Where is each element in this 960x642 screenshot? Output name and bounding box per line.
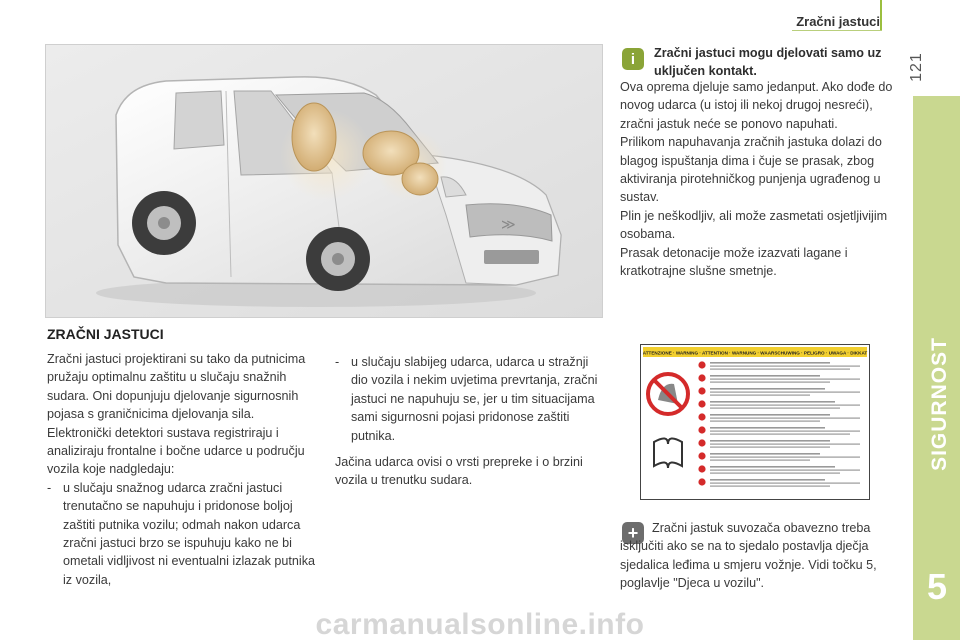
- page-number: 121: [908, 52, 925, 82]
- text-column-2: [335, 353, 607, 490]
- text-column-1: [47, 350, 319, 589]
- plus-icon: +: [622, 522, 644, 544]
- child-seat-note-text: Zračni jastuk suvozača obavezno treba isključiti ako se na to sjedalo postavlja dječja sjedalica leđima u smjeru vožnje. Vidi točku 5, poglavlje "Djeca u vozilu".: [620, 521, 877, 591]
- child-seat-note: [620, 519, 895, 593]
- airbag-warning-label: [640, 344, 870, 500]
- list-item: [335, 353, 607, 445]
- header-section-title: Zračni jastuci: [796, 14, 880, 29]
- chapter-title-text: SIGURNOST: [928, 337, 951, 471]
- info-paragraph: Ova oprema djeluje samo jedanput. Ako dođe do novog udarca (u istoj ili nekoj drugoj nesreći), zračni jastuk neće se ponovo napuhati.: [620, 80, 893, 131]
- list-item-text: u slučaju slabijeg udarca, udarca u stražnji dio vozila i nekim uvjetima prevrtanja, zračni jastuci ne napuhuju se, jer u tim situacijama sami sigurnosni pojasi pridonose zaštiti putnika.: [351, 355, 598, 443]
- list-item-text: u slučaju snažnog udarca zračni jastuci trenutačno se napuhuju i pridonose boljoj zaštiti putnika vozilu; odmah nakon udarca zračni jastuci brzo se ispuhuju kako ne bi ometali vidljivost ni eventualni izlazak putnika iz vozila,: [63, 480, 316, 587]
- rear-side-window: [174, 91, 224, 149]
- detectors-paragraph: Elektronički detektori sustava registriraju i analiziraju frontalne i bočne udarce u području vozila koje nadgledaju:: [47, 425, 305, 477]
- chapter-number: 5: [926, 566, 948, 607]
- impact-paragraph: Jačina udarca ovisi o vrsti prepreke i o brzini vozila u trenutku sudara.: [335, 455, 583, 488]
- header-horizontal-rule: [792, 30, 882, 31]
- info-icon: i: [622, 48, 644, 70]
- info-paragraph: Plin je neškodljiv, ali može zasmetati osjetljivijim osobama.: [620, 208, 888, 242]
- info-heading: Zračni jastuci mogu djelovati samo uz uključen kontakt.: [654, 46, 882, 78]
- header-vertical-rule: [880, 0, 882, 30]
- warning-label-drawing: [640, 344, 870, 500]
- dash-marker: -: [335, 355, 340, 369]
- intro-paragraph: Zračni jastuci projektirani su tako da putnicima pružaju optimalnu zaštitu u slučaju snažnih sudara. Oni dopunjuju djelovanje sigurnosnih pojasa s graničnicima djelovanja sila.: [47, 352, 306, 422]
- van-airbag-illustration: [45, 44, 603, 318]
- svg-text:≫: ≫: [501, 216, 516, 232]
- info-paragraph: Prasak detonacije može izazvati lagane i kratkotrajne slušne smetnje.: [620, 245, 848, 279]
- watermark: carmanualsonline.info: [315, 608, 645, 641]
- info-note-body: [620, 78, 895, 280]
- info-paragraph: Prilikom napuhavanja zračnih jastuka dolazi do blagog ispuštanja dima i čuje se prasak, zbog aktiviranja pirotehničkog punjenja ugrađenog u sustav.: [620, 135, 882, 205]
- warning-banner-text: ATTENZIONE · WARNING · ATTENTION · WARNUNG · WAARSCHUWING · PELIGRO · UWAGA · DIKKAT: [642, 350, 868, 356]
- section-heading: ZRAČNI JASTUCI: [47, 326, 164, 342]
- side-airbag: [292, 103, 336, 171]
- list-item: [47, 479, 319, 589]
- dash-marker: -: [47, 480, 52, 495]
- license-plate: [484, 250, 539, 264]
- van-drawing: [46, 45, 603, 318]
- driver-airbag: [402, 163, 438, 195]
